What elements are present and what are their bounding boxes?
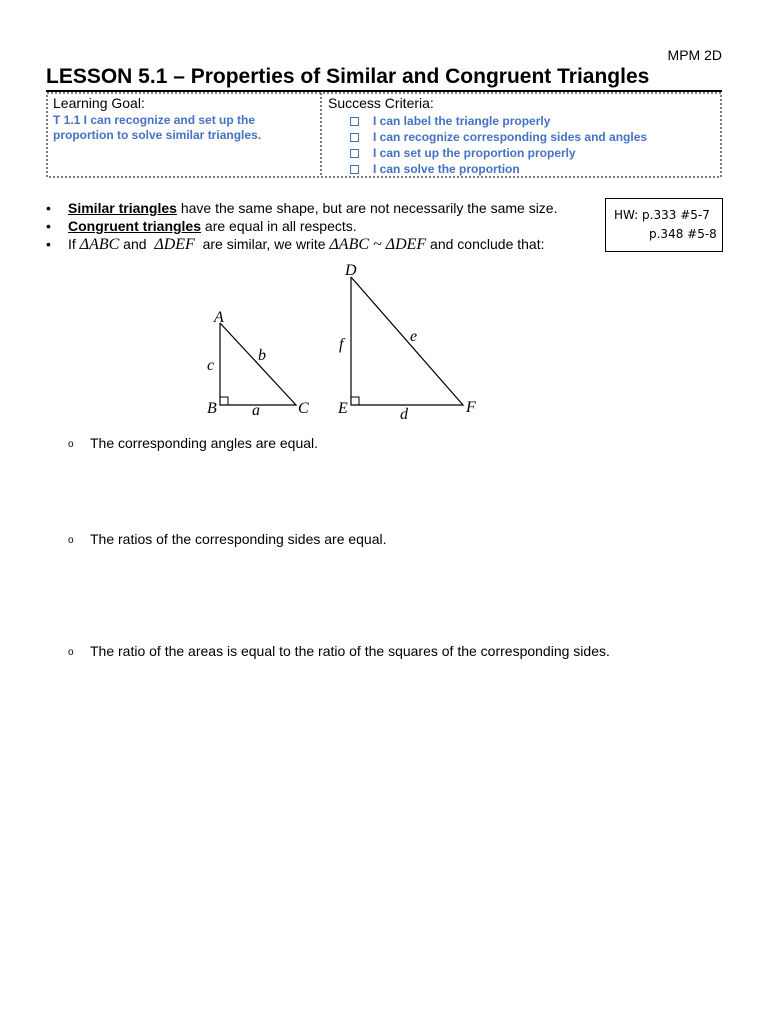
success-criteria-list bbox=[350, 113, 647, 177]
vertex-c: C bbox=[298, 400, 309, 417]
side-e: e bbox=[410, 328, 418, 345]
conclusion-text: The corresponding angles are equal. bbox=[90, 435, 319, 451]
checkbox-icon bbox=[350, 133, 359, 142]
course-code: MPM 2D bbox=[667, 47, 722, 63]
vertex-e: E bbox=[338, 400, 348, 417]
term-congruent: Congruent triangles bbox=[68, 218, 202, 234]
checkbox-icon bbox=[350, 117, 359, 126]
definition-bullets bbox=[46, 199, 557, 254]
similarity-relation: ΔABC ~ ΔDEF bbox=[329, 236, 427, 253]
triangles-diagram bbox=[190, 255, 490, 425]
conclusion-text: The ratio of the areas is equal to the ratio of the squares of the corresponding sides. bbox=[90, 643, 610, 659]
bullet-icon: • bbox=[46, 200, 51, 216]
homework-box bbox=[605, 198, 723, 252]
side-f: f bbox=[339, 336, 344, 353]
conclusion-angles bbox=[68, 435, 318, 451]
text-if: If bbox=[68, 236, 80, 252]
text-conclude: and conclude that: bbox=[426, 236, 545, 252]
checkbox-icon bbox=[350, 149, 359, 158]
conclusion-text: The ratios of the corresponding sides are equal. bbox=[90, 531, 387, 547]
triangle-def-figure bbox=[337, 262, 476, 423]
term-similar: Similar triangles bbox=[68, 200, 177, 216]
bullet-icon: • bbox=[46, 218, 51, 234]
criteria-item: I can label the triangle properly bbox=[350, 113, 647, 129]
triangle-abc: ΔABC bbox=[79, 236, 120, 253]
sub-bullet-icon: o bbox=[68, 438, 74, 450]
conclusion-sides bbox=[68, 531, 387, 547]
side-b: b bbox=[258, 347, 266, 364]
learning-goal-label: Learning Goal: bbox=[53, 95, 145, 111]
similar-definition: have the same shape, but are not necessarily the same size. bbox=[176, 200, 558, 216]
criteria-item: I can solve the proportion bbox=[350, 161, 647, 177]
bullet-similar bbox=[46, 199, 557, 217]
text-we-write: are similar, we write bbox=[198, 236, 330, 252]
homework-line-1: HW: p.333 #5-7 bbox=[614, 208, 710, 222]
congruent-definition: are equal in all respects. bbox=[201, 218, 357, 234]
lesson-title: LESSON 5.1 – Properties of Similar and Congruent Triangles bbox=[46, 64, 722, 92]
vertex-d: D bbox=[345, 262, 357, 279]
sub-bullet-icon: o bbox=[68, 646, 74, 658]
vertex-a: A bbox=[214, 309, 224, 326]
bullet-congruent bbox=[46, 217, 557, 235]
vertex-b: B bbox=[207, 400, 217, 417]
success-criteria-label: Success Criteria: bbox=[328, 95, 434, 111]
criteria-item: I can set up the proportion properly bbox=[350, 145, 647, 161]
vertex-f: F bbox=[466, 399, 476, 416]
homework-line-2: p.348 #5-8 bbox=[649, 227, 717, 241]
triangle-def: ΔDEF bbox=[154, 236, 195, 253]
criteria-item: I can recognize corresponding sides and angles bbox=[350, 129, 647, 145]
text-and: and bbox=[119, 236, 151, 252]
sub-bullet-icon: o bbox=[68, 534, 74, 546]
learning-goal-text: T 1.1 I can recognize and set up the proportion to solve similar triangles. bbox=[53, 113, 262, 142]
side-a: a bbox=[252, 402, 260, 419]
conclusion-areas bbox=[68, 643, 610, 659]
checkbox-icon bbox=[350, 165, 359, 174]
side-c: c bbox=[207, 357, 215, 374]
side-d: d bbox=[400, 406, 408, 423]
triangle-abc-figure bbox=[207, 309, 309, 419]
bullet-icon: • bbox=[46, 236, 51, 252]
bullet-notation bbox=[46, 235, 557, 254]
